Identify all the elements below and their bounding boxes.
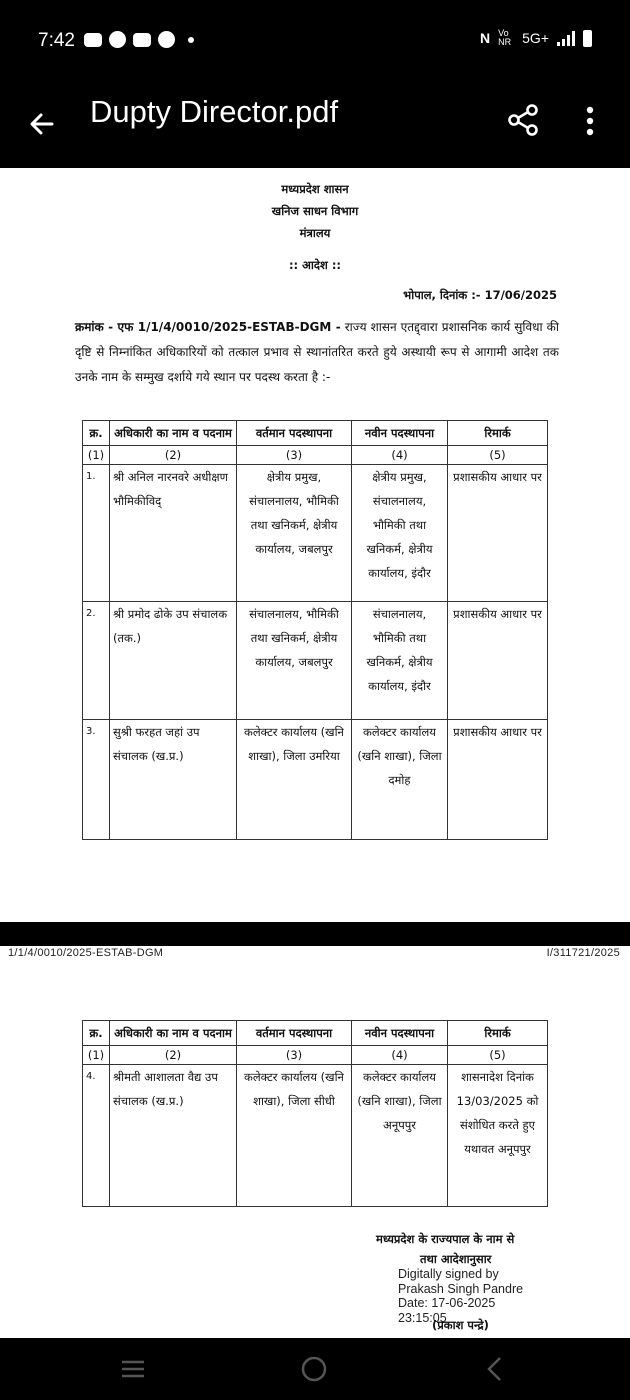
row-name: श्री प्रमोद ढोके उप संचालक (तक.)	[110, 602, 237, 720]
whatsapp-icon	[109, 31, 126, 48]
file-number: 1/1/4/0010/2025-ESTAB-DGM	[8, 947, 164, 959]
col-header-current: वर्तमान पदस्थापना	[237, 421, 352, 446]
col-number: (4)	[352, 446, 448, 465]
col-header-current: वर्तमान पदस्थापना	[237, 1021, 352, 1046]
table-number-row	[83, 446, 548, 465]
signal-icon	[557, 30, 575, 46]
row-remark: प्रशासकीय आधार पर	[448, 602, 548, 720]
signer-name: (प्रकाश पन्द्रे)	[432, 1318, 489, 1332]
col-number: (2)	[110, 1046, 237, 1065]
col-number: (5)	[448, 1046, 548, 1065]
table-row	[83, 1065, 548, 1207]
transfer-table-2	[82, 1020, 548, 1207]
transfer-table-1	[82, 420, 548, 840]
col-header-remark: रिमार्क	[448, 421, 548, 446]
table-number-row	[83, 1046, 548, 1065]
row-remark: शासनादेश दिनांक 13/03/2025 को संशोधित करते हुए यथावत अनूपपुर	[448, 1065, 548, 1207]
row-current: क्षेत्रीय प्रमुख, संचालनालय, भौमिकी तथा खनिकर्म, क्षेत्रीय कार्यालय, जबलपुर	[237, 465, 352, 602]
page-gap	[0, 922, 630, 946]
navigation-bar	[0, 1338, 630, 1400]
col-number: (1)	[83, 446, 110, 465]
row-remark: प्रशासकीय आधार पर	[448, 465, 548, 602]
system-icons	[480, 29, 592, 47]
row-new: क्षेत्रीय प्रमुख, संचालनालय, भौमिकी तथा खनिकर्म, क्षेत्रीय कार्यालय, इंदौर	[352, 465, 448, 602]
row-sno: 4.	[83, 1065, 110, 1207]
recent-apps-icon[interactable]	[120, 1358, 146, 1380]
order-reference: क्रमांक - एफ 1/1/4/0010/2025-ESTAB-DGM -	[75, 320, 341, 334]
digital-sign-line: Prakash Singh Pandre	[398, 1281, 524, 1296]
youtube-icon	[133, 33, 151, 47]
nfc-icon: N	[480, 30, 491, 46]
row-sno: 1.	[83, 465, 110, 602]
col-header-name: अधिकारी का नाम व पदनाम	[110, 1021, 237, 1046]
back-arrow-icon[interactable]	[26, 108, 58, 140]
header-ministry: मंत्रालय	[299, 226, 331, 240]
app-bar	[0, 84, 630, 168]
battery-icon	[583, 30, 592, 47]
date-line: भोपाल, दिनांक :- 17/06/2025	[403, 288, 557, 302]
digital-sign-line: Digitally signed by	[398, 1267, 499, 1281]
row-name: श्रीमती आशालता वैद्य उप संचालक (ख.प्र.)	[110, 1065, 237, 1207]
row-new: कलेक्टर कार्यालय (खनि शाखा), जिला दमोह	[352, 720, 448, 840]
digital-sign-line: Date: 17-06-2025	[398, 1296, 496, 1310]
table-row	[83, 720, 548, 840]
row-name: सुश्री फरहत जहां उप संचालक (ख.प्र.)	[110, 720, 237, 840]
back-icon[interactable]	[484, 1355, 504, 1383]
header-state: मध्यप्रदेश शासन	[281, 182, 349, 196]
col-number: (2)	[110, 446, 237, 465]
row-new: कलेक्टर कार्यालय (खनि शाखा), जिला अनूपपुर	[352, 1065, 448, 1207]
table-row	[83, 602, 548, 720]
col-number: (5)	[448, 446, 548, 465]
digital-signature	[398, 1267, 523, 1325]
pdf-page-1[interactable]	[0, 168, 630, 922]
order-body: राज्य शासन एतद्द्वारा प्रशासनिक कार्य सुविधा की दृष्टि से निम्नांकित अधिकारियों को तत्काल प्रभाव से स्थानांतरित करते हुये अस्थायी रूप से आगामी आदेश तक उनके नाम के सम्मुख दर्शाये गये स्थान पर पदस्थ करता है :-	[75, 320, 559, 384]
volte-label: Vo NR	[498, 28, 512, 47]
signature-line-1: मध्यप्रदेश के राज्यपाल के नाम से	[376, 1232, 515, 1246]
col-number: (3)	[237, 1046, 352, 1065]
col-header-name: अधिकारी का नाम व पदनाम	[110, 421, 237, 446]
receipt-number: I/311721/2025	[546, 947, 620, 959]
messenger-icon	[158, 31, 175, 48]
status-bar	[0, 0, 630, 84]
row-current: कलेक्टर कार्यालय (खनि शाखा), जिला सीधी	[237, 1065, 352, 1207]
col-header-sno: क्र.	[83, 421, 110, 446]
row-current: संचालनालय, भौमिकी तथा खनिकर्म, क्षेत्रीय कार्यालय, जबलपुर	[237, 602, 352, 720]
table-header-row	[83, 421, 548, 446]
order-paragraph	[75, 315, 559, 390]
col-number: (3)	[237, 446, 352, 465]
digital-sign-line: 23:15:05	[398, 1310, 447, 1325]
col-number: (4)	[352, 1046, 448, 1065]
col-number: (1)	[83, 1046, 110, 1065]
share-icon[interactable]	[505, 102, 541, 138]
gallery-icon	[84, 33, 102, 47]
home-icon[interactable]	[300, 1355, 328, 1383]
col-header-sno: क्र.	[83, 1021, 110, 1046]
col-header-new: नवीन पदस्थापना	[352, 421, 448, 446]
table-header-row	[83, 1021, 548, 1046]
row-name: श्री अनिल नारनवरे अधीक्षण भौमिकीविद्	[110, 465, 237, 602]
order-title: :: आदेश ::	[288, 258, 342, 272]
header-department: खनिज साधन विभाग	[271, 204, 359, 218]
dot-icon	[188, 37, 194, 43]
document-title: Dupty Director.pdf	[90, 94, 339, 129]
signature-line-2: तथा आदेशानुसार	[420, 1252, 492, 1266]
network-label: 5G+	[522, 30, 549, 46]
row-current: कलेक्टर कार्यालय (खनि शाखा), जिला उमरिया	[237, 720, 352, 840]
col-header-new: नवीन पदस्थापना	[352, 1021, 448, 1046]
row-sno: 2.	[83, 602, 110, 720]
table-row	[83, 465, 548, 602]
row-sno: 3.	[83, 720, 110, 840]
status-time: 7:42	[38, 30, 75, 51]
row-new: संचालनालय, भौमिकी तथा खनिकर्म, क्षेत्रीय कार्यालय, इंदौर	[352, 602, 448, 720]
pdf-page-2[interactable]	[0, 946, 630, 1338]
row-remark: प्रशासकीय आधार पर	[448, 720, 548, 840]
notification-icons	[84, 31, 194, 48]
col-header-remark: रिमार्क	[448, 1021, 548, 1046]
more-vert-icon[interactable]	[582, 106, 598, 136]
